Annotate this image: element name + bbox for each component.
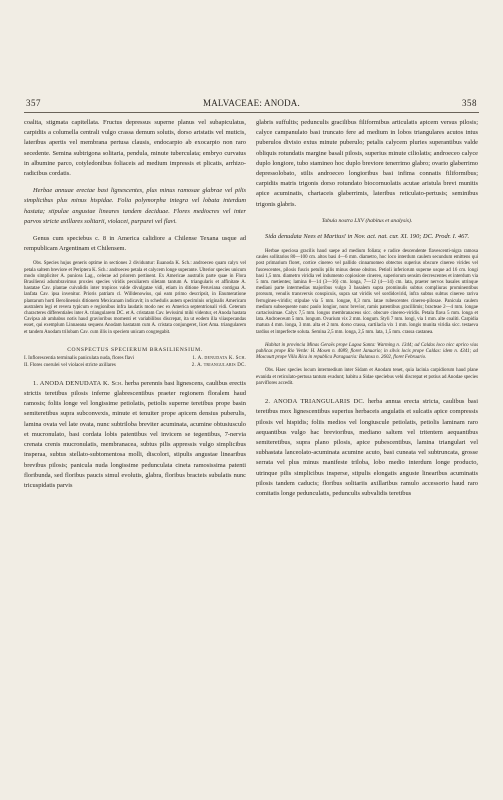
detailed-description: Herbae speciosa gracilis haud saepe ad medium foliata; e radice descendente flavescenti-nigra ramosa caules sollitarios 80—100 cm. altos basi 4—6 mm. diametro, hoc loco interdum caulem secundum emittens qui post primarium floret, cortice cinereo vel pallido cinnamomeo obtectos superius obscure cinereo virides vel fuscescentes, pilosis fuscis petulis pilis minus dense obsitos. Petioli inferiorum superne usque ad 16 cm. longi basi 1,5 mm. diametro viridia vel indumento copiosiore cinereo, superiorum sensim decrescentes et interdum via 5 mm. metientes; lamina 8—14 (3—16) cm. longa, 7—12 (4—14) cm. lata, praeter nervos basales utrinque mediani parte intermedias majoribus vulgo 3 basalem supra prominulis subtus compliuras prominentibus prorsum, venulis transversis conspicuis, supra sat viridis vel sordidovirid, infra subtus subtus cinereo rariva ferrugineo-viridis; stipulae via 5 mm. longae, 0,3 mm. latae rubescentes cinereo-pilosae. Panicula caulem medium subsequente nunc paulo longior, nunc brevior, ramis patentibus gracillimis; bracteae 2—4 mm. longae cartacissimae. Calyx 7,5 mm. longus membranaceus sicc. obscure cinereo-viridis. Petala flava 5 mm. longa et lata. Androeceum 5 mm. longum. Ovarium vix 2 mm. longum. Styli 7 mm. longi, via 1 mm. alte coaliti. Carpidia matura 4 mm. longa, 3 mm. alta et 2 mm. dorso crassa, cartilacla vix 1 mm. longis munita viridia sicc. testaeva tardius et imperfecte soluta. Semina 2,5 mm. longa, 2,5 mm. lata, 1,5 mm. crassa castanea.	[256, 249, 478, 335]
species-2-description: herba annua erecta stricta, caulibus basi teretibus mox lignescentibus superius herbaceis angulatis et sulcatis apice compressis pilosis vel hispidis; foliis medios vel longiuscule petiolatis, petiolis laminam raro aequantibus vulgo hac brevioribus, mediano saltem vel tritentem aequantibus semiteretibus, supra plano pilosis, apice pubescentibus, lamina triangulari vel subhastata lanceolato-acuminata acumine acuto, basi cuneata vel subtruncata, grosse serrata vel plus minus manifeste triloba, lobo medio interdum longe producto, utrinque pilis simplicibus insperse, stipulis elongatis anguste linearibus acuminatis pilosis tandem caducis; floribus solitariis axillaribus ramulo accessorio haud raro comitatis longe pedunculatis, pedunculis subvalidis teretibus	[256, 398, 478, 497]
species-1-entry	[24, 379, 246, 491]
habitat-paragraph: Habitat in provincia Minas Geraës prope Lagoa Santa: Warming n. 1344; ad Caldas loco nicc aprico vias publicas prope Rio Verde: H. Mosen n. 4089, floret Januario; in silvis locis prope Caldas: idem n. 4341; ad Moscoutt prope Villa Rica in republica Paraguaria: Balansa n. 2602, floret Februario.	[256, 342, 478, 361]
species-1-description-continued: glabris suffultis; pedunculis gracilibus filiformibus articulatis apicem versus pilosis; calyce campanulato basi truncato fere ad medium in lobos triangulares acutos intus puberulos divisio extus minute puberulo; petalis calycem pluries superantibus valde obliquis rotundatis margine basali pilosis, superius minute ciliolatis; androeceo calyce duplo longiore, tubo stamineo hoc duplo breviore tenerrimo glabro; ovario glaberrimo depressolobato, stilis androeceo longioribus basi infima connatis filiformibus; carpidiis matris trigonis dorso rotundato biocornuolatis acutae aristula brevi munitis apice acuminatis, chartaceis glaberrimis, lateribus reticulato-pertusis; seminibus trigonis glabris.	[256, 119, 478, 208]
species-1-heading: 1. ANODA DENUDATA K. Sch.	[33, 379, 124, 387]
conspectus-species: 2. A. triangularis DC.	[191, 362, 246, 368]
conspectus-row	[24, 355, 246, 362]
page-number-right: 358	[462, 98, 477, 108]
plate-reference: Tabula nostra LXV (habitus et analysis).	[321, 217, 413, 224]
observation-note-2: Obs. Haec species locum intermedium inter Sidam et Anodam tenet, quia lacinia carpidiorum haud plane evanida et reticulato-pertusa tantum evadunt; habitu a Sidae speciebus vehi discrepat et potius ad Anodae species parviflores accedit.	[256, 368, 478, 386]
distribution-paragraph: Genus cum speciebus c. 8 in America calidiore a Chilense Texana usque ad rempublicam Argentinam et Chilensem.	[24, 235, 246, 253]
synonymy: Sida denudata Nees et Martius! in Nov. act. nat. cur. XI. 190; DC. Prodr. I. 467.	[265, 232, 470, 240]
conspectus-species: 1. A. denudata K. Sch.	[192, 355, 246, 361]
species-2-entry	[256, 397, 478, 499]
page-number-left: 357	[26, 98, 41, 108]
genus-description-continued: coalita, stigmata capitellata. Fructus depressus superne planus vel subapiculatus, carpidiis a columella centrali vulgo crassa demum solutis, dorso aristatis vel muticis, lateribus apertis vel membrana pertusa clausis, endocarpio ab exocarpio non raro secedente. Semina subtrigona solitaria, pendula, minute tuberculata; embryo curvatus in albumine parco, cotyledonibus foliaceis ad medium impressis et plicatis, arrhizo-radicibus cordatis.	[24, 119, 246, 178]
species-2-heading: 2. ANODA TRIANGULARIS DC.	[265, 398, 365, 406]
right-column	[256, 118, 478, 744]
header-rule	[24, 112, 479, 113]
species-1-description: herba perennis basi lignescens, caulibus erectis strictis teretibus pilosis inferne glabrescentibus praeter regionem floralem haud ramosis; foliis longe vel longissime petiolatis, petiolis superne teretibus prope basin semiteretibus supra subconvexis, minute et tenuiter prope apicem densius puberulis, lamina ovata vel late ovata, nunc subtriloba breviter acuminata, acumine obtusiusculo et mucronulato, basi cordata lobis patentibus vel invicem se tegentibus, 7-nervia crenata crenis mucronulatis, membranacea, subtus pilis appressis vulgo simplicibus insperaa, subtus stellato-subtomentosa molli, discolori, stipulis angustae linearibus brevibus pilosis; panicula nuda longissime pedunculata cineta ramosissima patenti floribunda, sed floribus paucis simul evolutis, glabra, floribus bracteis subulatis nunc tricuspidatis parvis	[24, 379, 246, 489]
conspectus-row	[24, 362, 246, 369]
left-column	[24, 118, 246, 744]
conspectus-heading: CONSPECTUS SPECIERUM BRASILIENSIUM.	[67, 346, 203, 353]
running-title: MALVACEAE: ANODA.	[203, 98, 300, 108]
conspectus-table	[24, 355, 246, 369]
running-header	[26, 98, 477, 110]
habit-description: Herbae annuae erectae basi lignescentes, plus minus ramosae glabrae vel pilis simplicibus plus minus hispidae. Folia polymorpha integra vel lobata interdum hastata; stipulae angustae lineares tandem deciduae. Flores mediocres vel inter parvos stricte axillares solitarii, violacei, purpurei vel flavi.	[24, 187, 246, 225]
conspectus-key: II. Flores coerulei vel violacei stricte axillares	[24, 362, 116, 368]
observation-note: Obs. Species hujus generis optime in sectiones 2 dividuntur: Euanoda K. Sch.: androeceo quam calyx vel petala saltem breviore et Periptera K. Sch.: androeceo petala et calycem longe superante. Ulterior species unicum modo simpliciter A. punicea Lag., celerae ad priorem pertinent. Ex Americae australis parte quae in Flora Brasiliensi adumbravimus proxies species viridis peculiarem siletam tantum A. triangularis et affinitate A. hastatae Cav. plantae cuivalidis inter tropicos valde divulgatae vidi, etiam in ditione Peruviana contigua A. lanfata Cav. ipsa invenitur. Prioris patriam cl. Willdenowius, qui eam primo descripsit, in Enumeratione plantarum horti Berolinensis ditionem Mexicanam indicavit; in schedulis autem speciminis originalis Americam australem legi et revera typicum e regionibus infra laudatis modo nec ex America septentrionali vidi. Ceterum characteres differentiales inter A. triangularem DC. et A. cristatam Cav. levissimi mihi videntur, et Anoda hastata Cavipsa ab ambabus notis haud gravioribus momenti et variabilibus discrepat, ita ut eodem illa viiaspecandas esset, qui exemplum Linnaeana sequens Anodam hastatam cum A. cristata conjungeret, licet Ama. triangularem et tandem Anodam trilobam Cav. cum illis in speciem unicam congregabit.	[24, 261, 246, 335]
conspectus-key: I. Inflorescentia terminalis paniculata nuda, flores flavi	[24, 355, 134, 361]
